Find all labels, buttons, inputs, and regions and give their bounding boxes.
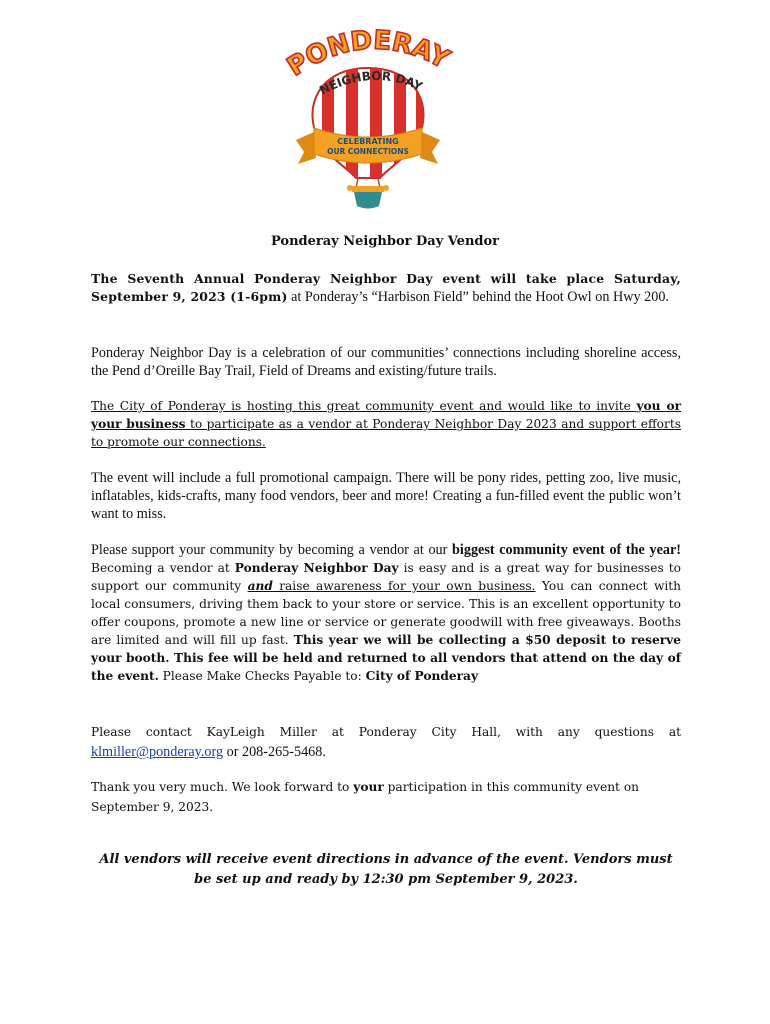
biggest-event-emphasis: biggest community event of the year! bbox=[452, 542, 682, 558]
contact-text: Please contact KayLeigh Miller at Ponderay City Hall, with any questions at bbox=[91, 725, 681, 739]
logo-banner-line1: CELEBRATING bbox=[337, 137, 399, 146]
event-location-text: at Ponderay’s “Harbison Field” behind the Hoot Owl on Hwy 200. bbox=[287, 289, 669, 305]
vendor-directions-note: All vendors will receive event directions in advance of the event. Vendors must be set up and ready by 12:30 pm September 9, 2023. bbox=[99, 852, 673, 887]
support-text-5: is easy and is a great way for businesses to support our community bbox=[91, 561, 682, 593]
neighbor-day-emphasis: Ponderay Neighbor Day bbox=[234, 561, 399, 575]
invitation-paragraph bbox=[91, 397, 681, 451]
vendor-support-paragraph bbox=[91, 541, 681, 685]
awareness-underline: raise awareness for your own business. bbox=[272, 579, 536, 593]
ponderay-neighbor-day-logo bbox=[278, 28, 458, 213]
celebration-paragraph: Ponderay Neighbor Day is a celebration of our communities’ connections including shoreline access, the Pend d’Oreille Bay Trail, Field of Dreams and existing/future trails. bbox=[91, 345, 681, 379]
thank-you-text-c: participation in this community event on September 9, 2023. bbox=[91, 780, 640, 814]
invitation-text-a: The City of Ponderay is hosting this great community event and would like to invite bbox=[91, 399, 637, 413]
logo-title: PONDERAY bbox=[282, 28, 454, 83]
event-date-lead: The Seventh Annual Ponderay Neighbor Day event will take place Saturday, September 9, 2023 (1-6pm) bbox=[91, 271, 681, 304]
thank-you-text-a: Thank you very much. We look forward to bbox=[91, 780, 354, 794]
document-title: Ponderay Neighbor Day Vendor bbox=[270, 234, 500, 249]
event-announcement-paragraph bbox=[91, 270, 681, 306]
logo-subtitle: NEIGHBOR DAY bbox=[317, 68, 425, 98]
contact-phone: or 208-265-5468. bbox=[223, 744, 326, 760]
deposit-notice: This year we will be collecting a $50 deposit to reserve your booth. This fee will be held and returned to all vendors that attend on the day of the event. bbox=[91, 633, 681, 683]
thank-you-paragraph bbox=[91, 777, 681, 817]
contact-paragraph bbox=[91, 722, 681, 762]
and-emphasis: and bbox=[247, 579, 273, 593]
checks-payable-text: Please Make Checks Payable to: bbox=[158, 669, 366, 683]
invitation-emphasis: you or your business bbox=[91, 399, 682, 431]
promotion-paragraph: The event will include a full promotional campaign. There will be pony rides, petting zoo, live music, inflatables, kids-crafts, many food vendors, beer and more! Creating a fun-filled event the public won’t want to miss. bbox=[91, 470, 681, 522]
support-text-3: Becoming a vendor at bbox=[91, 561, 235, 575]
logo-banner-line2: OUR CONNECTIONS bbox=[327, 147, 409, 156]
support-text-1: Please support your community by becoming a vendor at our bbox=[91, 542, 453, 558]
support-text-8: You can connect with local consumers, driving them back to your store or service. This is an excellent opportunity to offer coupons, promote a new line or service or generate goodwill with free giveaways. Booths are limited and will fill up fast. bbox=[91, 579, 682, 647]
payee-name: City of Ponderay bbox=[365, 669, 479, 683]
your-emphasis: your bbox=[353, 780, 384, 794]
invitation-text-c: to participate as a vendor at Ponderay Neighbor Day 2023 and support efforts to promote our connections. bbox=[91, 417, 681, 449]
contact-email-link[interactable]: klmiller@ponderay.org bbox=[91, 744, 224, 760]
